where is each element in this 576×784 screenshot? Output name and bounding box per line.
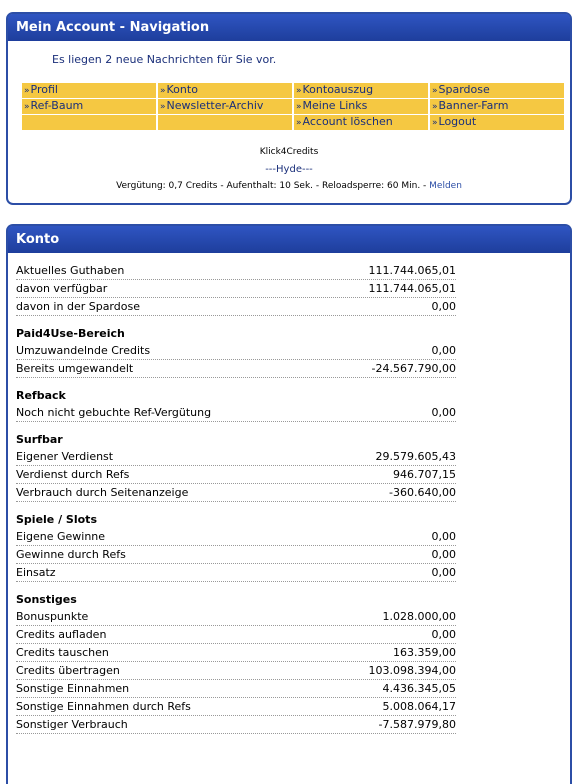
double-chevron-icon: » <box>296 86 302 96</box>
menu-row <box>22 99 564 114</box>
balance-label: Credits aufladen <box>16 628 107 641</box>
menu-item-ref-baum[interactable] <box>22 99 156 114</box>
balance-value: 0,00 <box>431 344 456 357</box>
menu-item-label: Meine Links <box>302 99 368 112</box>
balance-row <box>16 298 456 316</box>
menu-item-empty <box>158 115 292 130</box>
navigation-panel <box>6 12 572 205</box>
double-chevron-icon: » <box>432 86 438 96</box>
balance-label: Credits übertragen <box>16 664 120 677</box>
reward-info-text: Vergütung: 0,7 Credits - Aufenthalt: 10 Sek. - Reloadsperre: 60 Min. - <box>116 181 430 191</box>
balance-value: 0,00 <box>431 628 456 641</box>
menu-item-profil[interactable] <box>22 83 156 98</box>
menu-item-konto[interactable] <box>158 83 292 98</box>
balance-value: 5.008.064,17 <box>382 700 456 713</box>
balance-label: davon in der Spardose <box>16 300 140 313</box>
balance-label: Eigene Gewinne <box>16 530 106 543</box>
report-link[interactable]: Melden <box>429 181 462 191</box>
double-chevron-icon: » <box>160 86 166 96</box>
balance-row <box>16 680 456 698</box>
konto-panel-title: Konto <box>8 226 570 253</box>
menu-item-empty <box>22 115 156 130</box>
double-chevron-icon: » <box>24 86 30 96</box>
double-chevron-icon: » <box>296 118 302 128</box>
balance-value: 0,00 <box>431 530 456 543</box>
balance-row <box>16 564 456 582</box>
balance-value: 1.028.000,00 <box>382 610 456 623</box>
balance-value: 0,00 <box>431 300 456 313</box>
balance-value: 0,00 <box>431 566 456 579</box>
balance-row <box>16 484 456 502</box>
section-title: Refback <box>16 389 66 402</box>
balance-label: Sonstiger Verbrauch <box>16 718 128 731</box>
section-title: Surfbar <box>16 433 63 446</box>
balance-label: Verdienst durch Refs <box>16 468 130 481</box>
balance-value: -24.567.790,00 <box>371 362 456 375</box>
balance-row <box>16 698 456 716</box>
double-chevron-icon: » <box>24 102 30 112</box>
balance-value: 29.579.605,43 <box>375 450 456 463</box>
balance-value: 111.744.065,01 <box>368 264 456 277</box>
balance-row <box>16 608 456 626</box>
konto-balance-list <box>16 262 456 734</box>
menu-row <box>22 115 564 130</box>
menu-row <box>22 83 564 98</box>
balance-value: -7.587.979,80 <box>378 718 456 731</box>
menu-item-label: Ref-Baum <box>30 99 84 112</box>
menu-item-label: Konto <box>166 83 198 96</box>
balance-value: 946.707,15 <box>393 468 456 481</box>
menu-item-label: Banner-Farm <box>438 99 509 112</box>
balance-value: 4.436.345,05 <box>382 682 456 695</box>
menu-item-label: Profil <box>30 83 58 96</box>
balance-value: 103.098.394,00 <box>368 664 456 677</box>
balance-label: Eigener Verdienst <box>16 450 114 463</box>
balance-row <box>16 546 456 564</box>
menu-item-meine-links[interactable] <box>294 99 428 114</box>
menu-item-label: Account löschen <box>302 115 393 128</box>
balance-row <box>16 404 456 422</box>
menu-item-label: Newsletter-Archiv <box>166 99 264 112</box>
menu-item-newsletter-archiv[interactable] <box>158 99 292 114</box>
balance-value: 163.359,00 <box>393 646 456 659</box>
menu-item-kontoauszug[interactable] <box>294 83 428 98</box>
site-name: Klick4Credits <box>259 147 319 157</box>
balance-row <box>16 342 456 360</box>
menu-item-label: Spardose <box>438 83 490 96</box>
account-menu <box>20 82 566 131</box>
balance-row <box>16 280 456 298</box>
balance-label: Sonstige Einnahmen <box>16 682 130 695</box>
balance-label: davon verfügbar <box>16 282 108 295</box>
menu-item-account-löschen[interactable] <box>294 115 428 130</box>
balance-label: Noch nicht gebuchte Ref-Vergütung <box>16 406 212 419</box>
double-chevron-icon: » <box>432 102 438 112</box>
balance-value: 0,00 <box>431 548 456 561</box>
balance-row <box>16 528 456 546</box>
menu-item-logout[interactable] <box>430 115 564 130</box>
menu-item-banner-farm[interactable] <box>430 99 564 114</box>
balance-value: 111.744.065,01 <box>368 282 456 295</box>
balance-value: -360.640,00 <box>389 486 456 499</box>
double-chevron-icon: » <box>296 102 302 112</box>
balance-label: Verbrauch durch Seitenanzeige <box>16 486 189 499</box>
balance-row <box>16 716 456 734</box>
balance-label: Credits tauschen <box>16 646 109 659</box>
balance-row <box>16 466 456 484</box>
username: ---Hyde--- <box>265 164 313 175</box>
balance-row <box>16 448 456 466</box>
balance-row <box>16 360 456 378</box>
balance-label: Gewinne durch Refs <box>16 548 126 561</box>
section-title: Spiele / Slots <box>16 513 97 526</box>
double-chevron-icon: » <box>160 102 166 112</box>
menu-item-label: Logout <box>438 115 477 128</box>
balance-label: Sonstige Einnahmen durch Refs <box>16 700 191 713</box>
konto-panel <box>6 224 572 784</box>
balance-label: Bereits umgewandelt <box>16 362 134 375</box>
balance-row <box>16 626 456 644</box>
double-chevron-icon: » <box>432 118 438 128</box>
new-messages-notice[interactable]: Es liegen 2 neue Nachrichten für Sie vor. <box>52 53 277 66</box>
balance-row <box>16 644 456 662</box>
balance-row <box>16 262 456 280</box>
balance-label: Bonuspunkte <box>16 610 89 623</box>
balance-label: Umzuwandelnde Credits <box>16 344 151 357</box>
balance-label: Einsatz <box>16 566 56 579</box>
balance-label: Aktuelles Guthaben <box>16 264 125 277</box>
section-title: Sonstiges <box>16 593 77 606</box>
menu-item-label: Kontoauszug <box>302 83 374 96</box>
reward-info <box>8 181 570 191</box>
navigation-panel-title: Mein Account - Navigation <box>8 14 570 41</box>
menu-item-spardose[interactable] <box>430 83 564 98</box>
balance-row <box>16 662 456 680</box>
section-title: Paid4Use-Bereich <box>16 327 125 340</box>
balance-value: 0,00 <box>431 406 456 419</box>
